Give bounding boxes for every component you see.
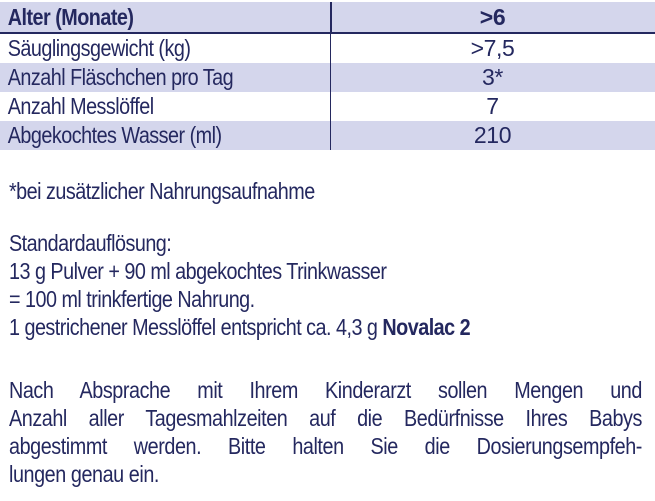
row-label: Abgekochtes Wasser (ml)	[7, 122, 222, 148]
standard-recipe: 13 g Pulver + 90 ml abgekochtes Trinkwasser	[9, 258, 387, 284]
row-value: >7,5	[470, 35, 515, 61]
row-label: Anzahl Messlöffel	[7, 93, 154, 119]
standard-solution-block	[9, 229, 470, 341]
table-row-bottles	[0, 63, 655, 92]
dosage-table	[0, 2, 655, 150]
standard-heading: Standardauflösung:	[9, 230, 172, 256]
column-divider	[330, 34, 331, 63]
advice-line: Nach Absprache mit Ihrem Kinderarzt sollen Mengen und	[9, 377, 642, 403]
row-label: Anzahl Fläschchen pro Tag	[7, 64, 234, 90]
header-value-age: >6	[479, 3, 506, 30]
column-divider	[330, 121, 331, 150]
header-label-age: Alter (Monate)	[7, 3, 134, 30]
scoop-info-text: 1 gestrichener Messlöffel entspricht ca. 4,3 g	[9, 314, 383, 340]
row-value: 210	[473, 122, 512, 148]
table-row-scoops	[0, 92, 655, 121]
standard-scoop-info	[9, 313, 470, 341]
brand-name: Novalac 2	[382, 314, 471, 340]
row-value: 7	[486, 93, 499, 119]
advice-paragraph	[9, 376, 642, 488]
column-divider	[330, 92, 331, 121]
row-value: 3*	[482, 64, 503, 90]
column-divider	[330, 2, 332, 32]
advice-line: lungen genau ein.	[9, 461, 159, 487]
advice-line: Anzahl aller Tagesmahlzeiten auf die Bedürfnisse Ihres Babys	[9, 405, 642, 431]
table-row-weight	[0, 34, 655, 63]
advice-line: abgestimmt werden. Bitte halten Sie die Dosierungsempfeh-	[9, 433, 642, 459]
table-row-water	[0, 121, 655, 150]
footnote: *bei zusätzlicher Nahrungsaufnahme	[9, 178, 315, 204]
row-label: Säuglingsgewicht (kg)	[7, 35, 191, 61]
table-header-row	[0, 2, 655, 34]
column-divider	[330, 63, 331, 92]
standard-result: = 100 ml trinkfertige Nahrung.	[9, 286, 255, 312]
